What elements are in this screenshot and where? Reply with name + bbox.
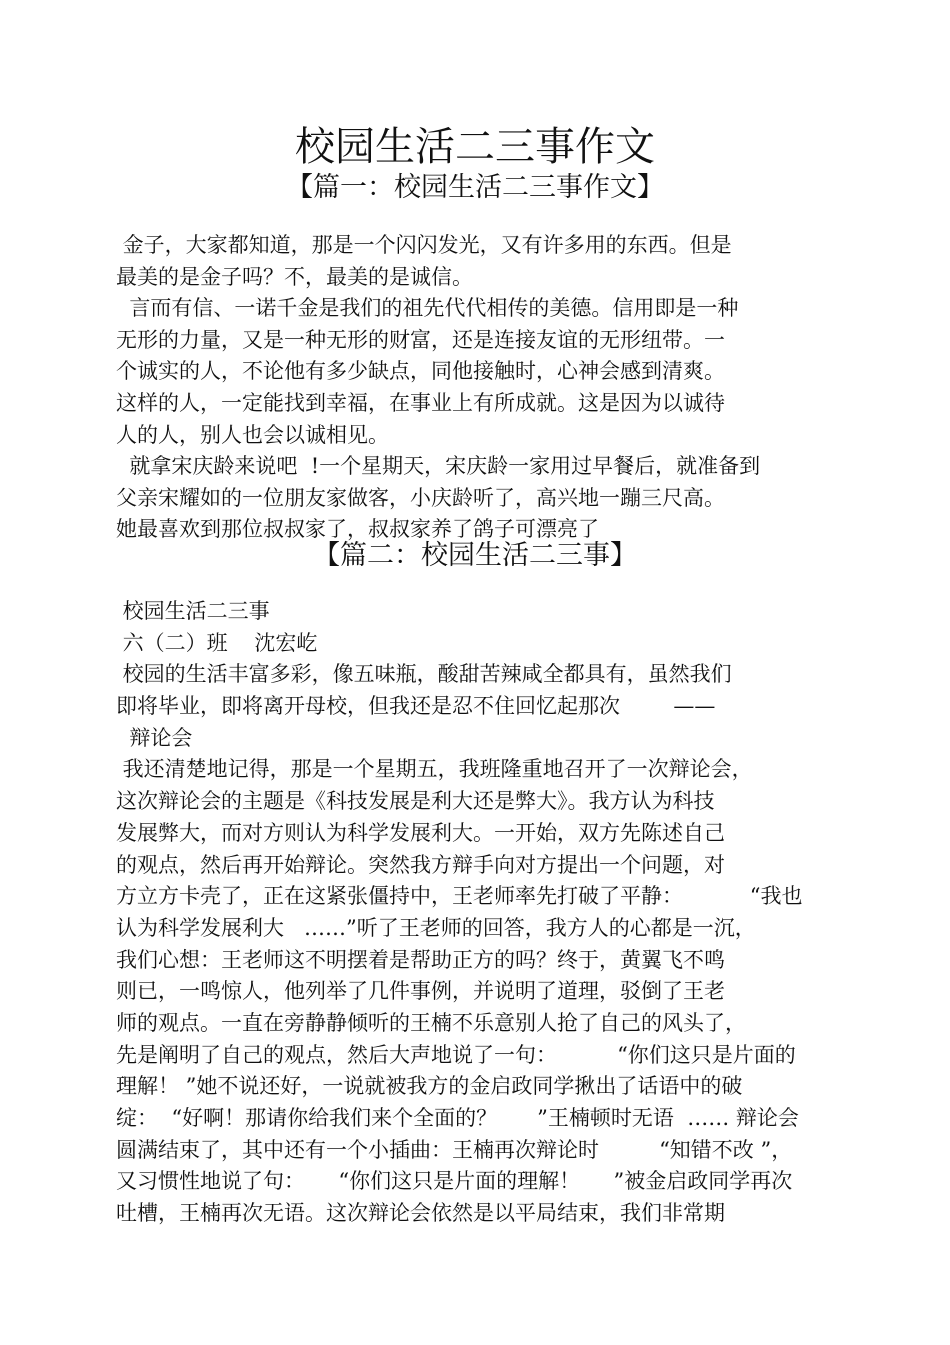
text-line: 辩论会 [116,725,193,750]
text-line: 理解！ ”她不说还好，一说就被我方的金启政同学揪出了话语中的破 [116,1074,743,1099]
text-line: 言而有信、一诺千金是我们的祖先代代相传的美德。信用即是一种 [116,296,739,321]
text-line: 她最喜欢到那位叔叔家了，叔叔家养了鸽子可漂亮了 [116,517,599,542]
text-line: 发展弊大，而对方则认为科学发展利大。一开始，双方先陈述自己 [116,820,725,845]
text-line: 先是阐明了自己的观点，然后大声地说了一句： “你们这只是片面的 [116,1042,796,1067]
text-line: 认为科学发展利大 ……”听了王老师的回答，我方人的心都是一沉， [116,915,756,940]
text-line: 校园的生活丰富多彩，像五味瓶，酸甜苦辣咸全都具有，虽然我们 [116,662,732,687]
text-line: 父亲宋耀如的一位朋友家做客，小庆龄听了，高兴地一蹦三尺高。 [116,485,725,510]
text-line: 又习惯性地说了句： “你们这只是片面的理解！ ”被金启政同学再次 [116,1169,793,1194]
text-line: 方立方卡壳了，正在这紧张僵持中，王老师率先打破了平静： “我也 [116,884,803,909]
text-line: 人的人，别人也会以诚相见。 [116,422,389,447]
text-line: 个诚实的人，不论他有多少缺点，同他接触时，心神会感到清爽。 [116,359,725,384]
text-line: 这次辩论会的主题是《科技发展是利大还是弊大》。我方认为科技 [116,789,715,814]
section-body-1 [116,230,876,546]
text-line: 绽： “好啊！那请你给我们来个全面的？ ”王楠顿时无语 …… 辩论会 [116,1106,799,1130]
section-body-2 [116,596,876,1230]
text-line: 即将毕业，即将离开母校，但我还是忍不住回忆起那次 —— [116,694,716,719]
text-line: 我还清楚地记得，那是一个星期五，我班隆重地召开了一次辩论会， [116,757,753,782]
section-heading-1: 【篇一：校园生活二三事作文】 [286,172,664,203]
text-line: 则已，一鸣惊人，他列举了几件事例，并说明了道理，驳倒了王老 [116,979,725,1004]
text-line: 师的观点。一直在旁静静倾听的王楠不乐意别人抢了自己的风头了， [116,1010,746,1035]
text-line: 这样的人，一定能找到幸福，在事业上有所成就。这是因为以诚待 [116,390,725,415]
text-line: 就拿宋庆龄来说吧 !一个星期天，宋庆龄一家用过早餐后，就准备到 [116,454,761,479]
text-line: 最美的是金子吗？不，最美的是诚信。 [116,264,473,289]
section-heading-2: 【篇二：校园生活二三事】 [313,540,637,571]
text-line: 的观点，然后再开始辩论。突然我方辩手向对方提出一个问题，对 [116,852,725,877]
page-title: 校园生活二三事作文 [295,124,655,170]
text-line: 金子，大家都知道，那是一个闪闪发光，又有许多用的东西。但是 [116,233,732,257]
text-line: 无形的力量，又是一种无形的财富，还是连接友谊的无形纽带。一 [116,327,725,352]
text-line: 校园生活二三事 [116,599,270,623]
text-line: 六（二）班 沈宏屹 [116,630,318,655]
text-line: 吐槽，王楠再次无语。这次辩论会依然是以平局结束，我们非常期 [116,1201,725,1226]
text-line: 圆满结束了，其中还有一个小插曲：王楠再次辩论时 “知错不改 ”， [116,1137,793,1162]
text-line: 我们心想：王老师这不明摆着是帮助正方的吗？终于，黄翼飞不鸣 [116,947,725,972]
